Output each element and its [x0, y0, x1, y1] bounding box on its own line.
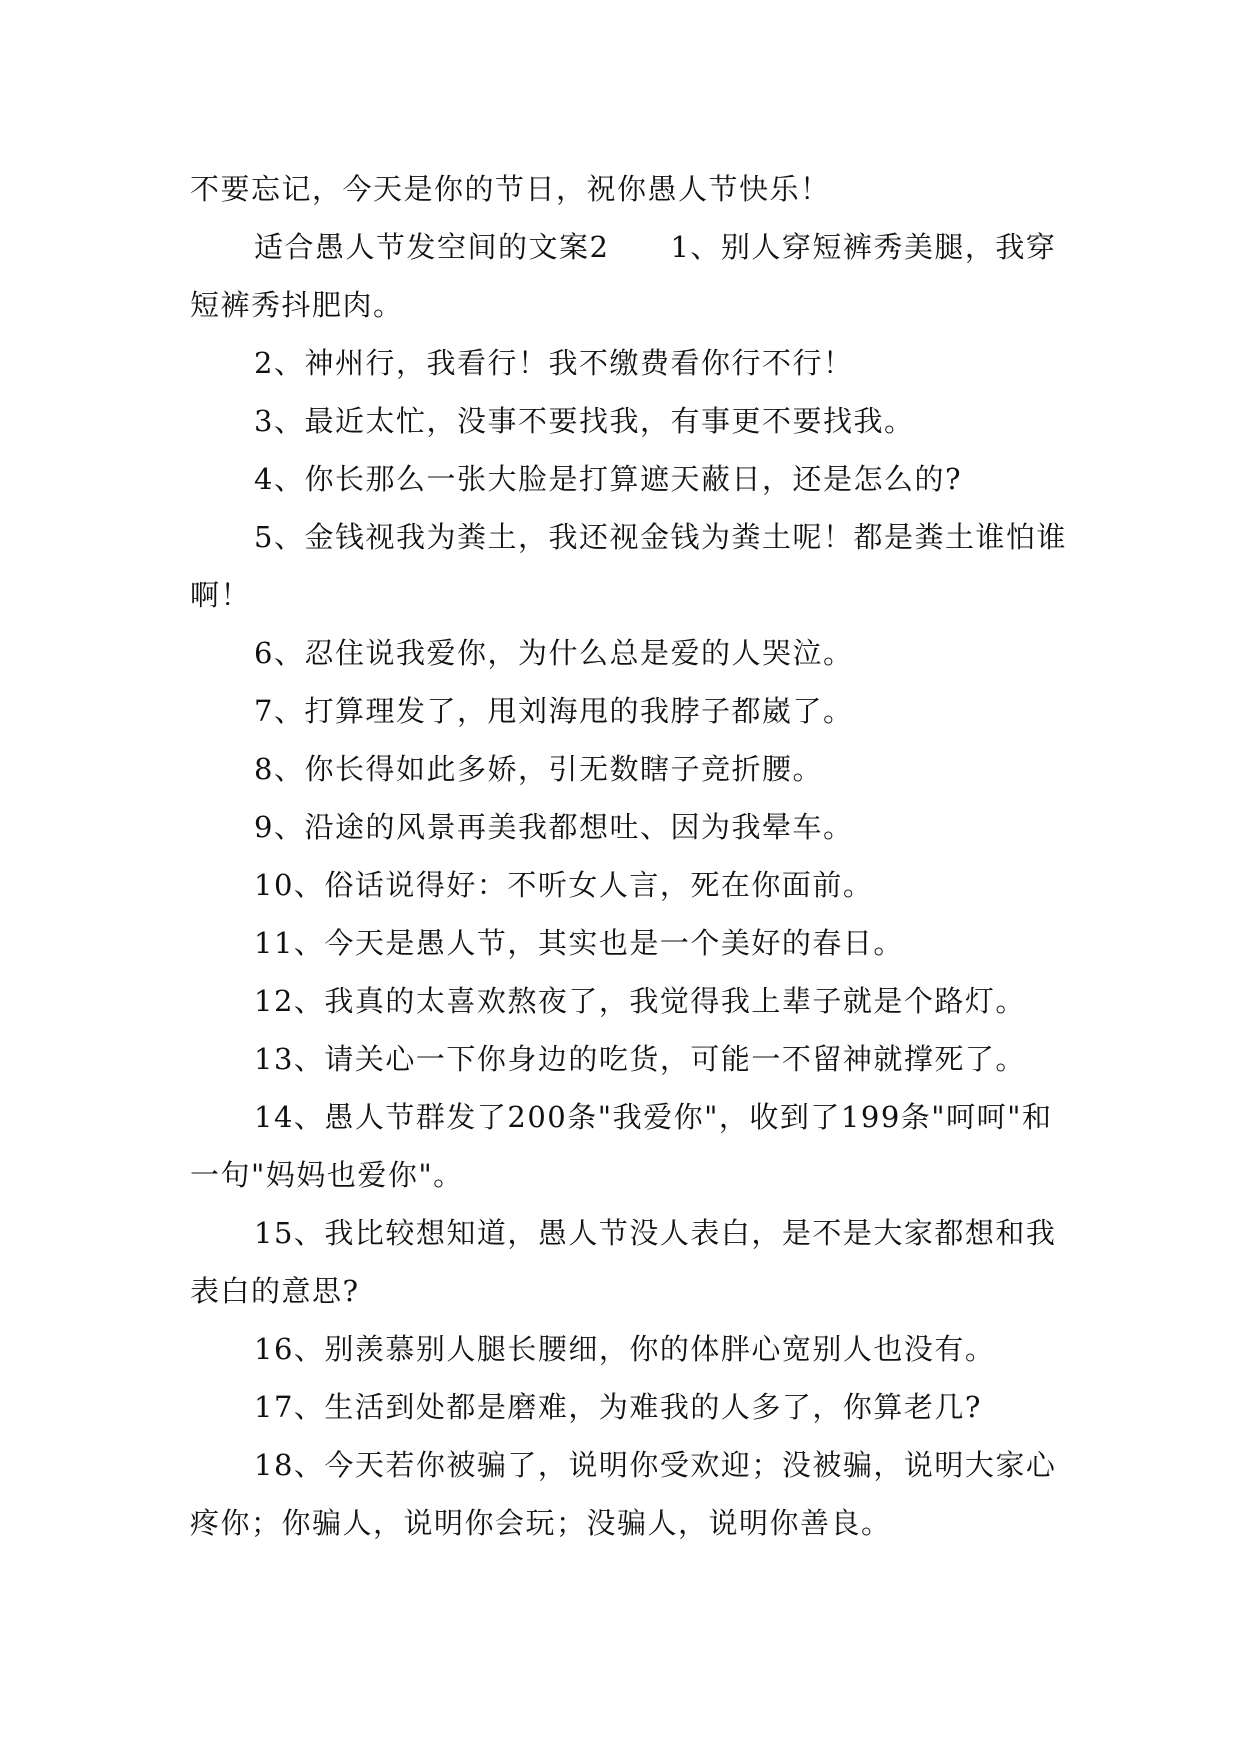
paragraph-11: 10、俗话说得好：不听女人言，死在你面前。 [254, 868, 874, 902]
paragraph-5: 4、你长那么一张大脸是打算遮天蔽日，还是怎么的? [254, 462, 962, 496]
paragraph-13: 12、我真的太喜欢熬夜了，我觉得我上辈子就是个路灯。 [254, 984, 1026, 1018]
paragraph-7: 6、忍住说我爱你，为什么总是爱的人哭泣。 [254, 636, 854, 670]
paragraph-19: 18、今天若你被骗了，说明你受欢迎；没被骗，说明大家心疼你；你骗人，说明你会玩；没骗人，说明你善良。 [190, 1448, 1057, 1540]
paragraph-8: 7、打算理发了，甩刘海甩的我脖子都崴了。 [254, 694, 854, 728]
paragraph-14: 13、请关心一下你身边的吃货，可能一不留神就撑死了。 [254, 1042, 1026, 1076]
paragraph-10: 9、沿途的风景再美我都想吐、因为我晕车。 [254, 810, 854, 844]
paragraph-2: 适合愚人节发空间的文案2 1、别人穿短裤秀美腿，我穿短裤秀抖肥肉。 [190, 230, 1057, 322]
paragraph-16: 15、我比较想知道，愚人节没人表白，是不是大家都想和我表白的意思? [190, 1216, 1057, 1308]
document-body [190, 160, 1070, 1552]
paragraph-15: 14、愚人节群发了200条"我爱你"，收到了199条"呵呵"和一句"妈妈也爱你"。 [190, 1100, 1053, 1192]
paragraph-18: 17、生活到处都是磨难，为难我的人多了，你算老几? [254, 1390, 982, 1424]
paragraph-12: 11、今天是愚人节，其实也是一个美好的春日。 [254, 926, 904, 960]
paragraph-9: 8、你长得如此多娇，引无数瞎子竞折腰。 [254, 752, 823, 786]
paragraph-17: 16、别羡慕别人腿长腰细，你的体胖心宽别人也没有。 [254, 1332, 996, 1366]
paragraph-6: 5、金钱视我为粪土，我还视金钱为粪土呢！都是粪土谁怕谁啊！ [190, 520, 1067, 612]
paragraph-4: 3、最近太忙，没事不要找我，有事更不要找我。 [254, 404, 915, 438]
paragraph-3: 2、神州行，我看行！我不缴费看你行不行！ [254, 346, 854, 380]
paragraph-1: 不要忘记，今天是你的节日，祝你愚人节快乐！ [190, 172, 831, 206]
